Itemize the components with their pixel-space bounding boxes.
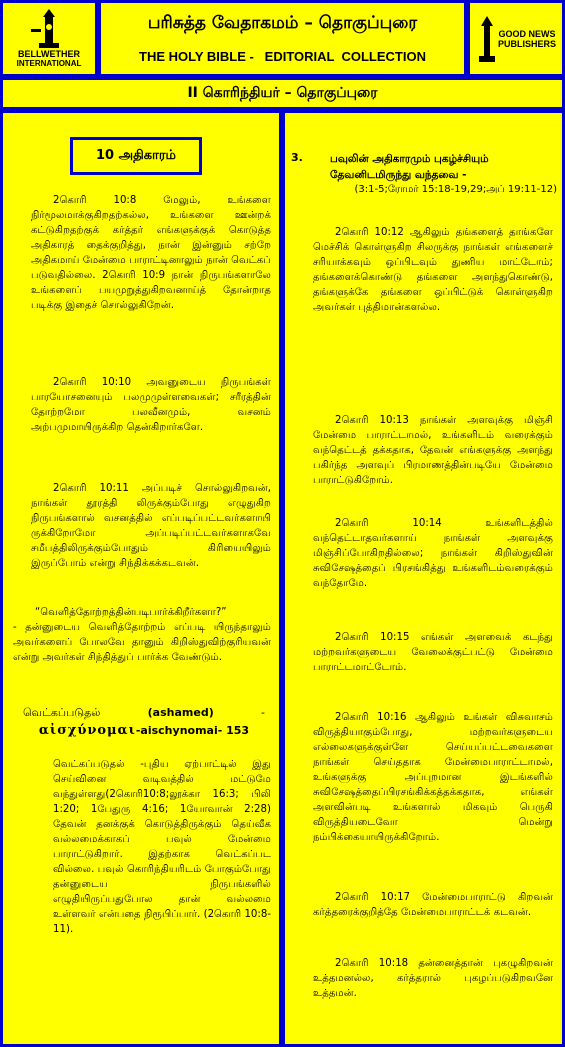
logo-left-line1: BELLWETHER (18, 48, 80, 59)
right-column (282, 110, 565, 1047)
left-paragraph-2 (31, 375, 271, 435)
church-icon (476, 16, 498, 62)
left-paragraph-3 (31, 481, 271, 571)
chapter-heading: 10 அதிகாரம் (70, 137, 202, 175)
paragraph-text: 2கொரி 10:8 மேலும், உங்களை நிர்மூலமாக்குகிறதற்கல்ல, உங்களை ஊன்றக் கட்டுகிறதற்குக் கர்த்தர் எங்களுக்குக் கொடுத்த அதிகாரத் தைக்குறித்து, நான் இன்னும் சற்றே அதிகமாய் மேன்மை பாராட்டினாலும் நான் வெட்கப் படுவதில்லை. 2கொரி 10:9 நான் நிருபங்களாலே உங்களைப் பயமுறுத்துகிறவனாய்த் தோன்றாத படிக்கு இதைச் சொல்லுகிறேன். (31, 195, 271, 311)
logo-bellwether (0, 0, 98, 77)
section-reference: (3:1-5;ரோமர் 15:18-19,29;அப் 19:11-12) (354, 184, 557, 195)
right-paragraph-3 (313, 516, 553, 591)
right-paragraph-5 (313, 710, 553, 845)
paragraph-text: 2கொரி 10:13 நாங்கள் அளவுக்கு மிஞ்சி மேன்மை பாராட்டாமல், உங்களிடம் வரைக்கும் வந்தெட்டத் தக்கதாக, தேவன் எங்களுக்கு அளந்து பகிர்ந்த அளவுப் பிரமாணத்தின்படியே மேன்மை பாராட்டுகிறோம். (313, 415, 553, 486)
section-heading: பவுலின் அதிகாரமும் புகழ்ச்சியும் தேவனிடமிருந்து வந்தவை - (330, 153, 489, 181)
title-english: THE HOLY BIBLE - EDITORIAL COLLECTION (139, 49, 426, 64)
greek-row (23, 723, 265, 738)
paragraph-text: 2கொரி 10:18 தன்னைத்தான் புகழுகிறவன் உத்தமனல்ல, கர்த்தரால் புகழப்படுகிறவனே உத்தமன். (313, 958, 553, 999)
right-paragraph-7 (313, 956, 553, 1001)
header-title (98, 0, 467, 77)
word-tamil: வெட்கப்படுதல் (23, 706, 101, 719)
logo-left-line2: INTERNATIONAL (16, 58, 82, 68)
word-english: (ashamed) (147, 706, 214, 719)
quote-text: “வெளித்தோற்றத்தின்படிபார்க்கிறீர்களா?” (35, 607, 227, 618)
logo-right-line2: PUBLISHERS (497, 38, 556, 49)
bell-tower-icon (29, 9, 69, 49)
paragraph-text: வெட்கப்படுதல் -புதிய ஏற்பாட்டில் இது செய்வினை வடிவத்தில் மட்டுமே வந்துள்ளது(2கொரி10:8;லூக்கா 16:3; பிலி 1:20; 1பேதுரு 4:16; 1யோவான் 2:28) தேவன் தனக்குக் கொடுத்திருக்கும் தெய்வீக வல்லமைக்காகப் பவுல் மேன்மை பாராட்டுகிறார். இதற்காக வெட்கப்பட வில்லை. பவுல் கொரிந்தியரிடம் போகும்போது தன்னுடைய நிருபங்களில் எழுதியிருப்பதுபோல தான் வல்லமை உள்ளவர் என்பதை நிரூபிப்பார். (2கொரி 10:8-11). (53, 759, 271, 935)
section-number: 3. (291, 151, 303, 164)
paragraph-text: 2கொரி 10:10 அவனுடைய நிருபங்கள் பாரயோசனையும் பலமுமுள்ளவைகள்; சரீரத்தின் தோற்றமோ பலவீனமும், வசனம் அற்பமுமாயிருக்கிற தென்கிறார்களே. (31, 377, 271, 433)
paragraph-text: 2கொரி 10:14 உங்களிடத்தில் வந்தெட்டாதவர்களாய் நாங்கள் அளவுக்கு மிஞ்சிப்போகிறதில்லை; நாங்கள் கிறிஸ்துவின் சுவிசேஷத்தைப் பிரசங்கித்து உங்களிடம்வரைக்கும் வந்தோமே. (313, 518, 553, 589)
book-subtitle: II கொரிந்தியர் – தொகுப்புரை (0, 77, 565, 110)
right-paragraph-2 (313, 413, 553, 488)
paragraph-text: 2கொரி 10:11 அப்படிச் சொல்லுகிறவன், நாங்கள் தூரத்தி லிருக்கும்போது எழுதுகிற நிருபங்களால் வசனத்தில் எப்படிப்பட்டவர்களாயி ருக்கிறோமோ அப்படிப்பட்டவர்களாகவே சமீபத்திலிருக்கும்போதும் கிரியையிலும் இருப்போம் என்று சிந்திக்கக்கடவன். (31, 483, 271, 569)
greek-word: αἰσχύνομαι (38, 723, 136, 738)
paragraph-text: 2கொரி 10:15 எங்கள் அளவைக் கடந்து மற்றவர்களுடைய வேலைக்குட்பட்டு மேன்மை பாராட்டமாட்டோம். (313, 632, 553, 673)
word-dash: - (261, 706, 265, 719)
right-paragraph-6 (313, 890, 553, 920)
logo-good-news (467, 0, 565, 77)
left-paragraph-1 (31, 193, 271, 313)
paragraph-text: 2கொரி 10:12 ஆகிலும் தங்களைத் தாங்களே மெச்சிக் கொள்ளுகிற சிலருக்கு நாங்கள் எங்களைச் சரியாக்கவும் ஒப்பிடவும் துணிய மாட்டோம்; தங்களைக்கொண்டு தங்களை அளந்துகொண்டு, தங்களுக்கே தங்களை ஒப்பிட்டுக் கொள்ளுகிற அவர்கள் புத்திமான்களல்ல. (313, 227, 553, 313)
word-study-row (23, 706, 265, 721)
left-paragraph-4 (13, 605, 271, 665)
right-paragraph-4 (313, 630, 553, 675)
paragraph-text: - தன்னுடைய வெளித்தோற்றம் எப்படி யிருந்தாலும் அவர்களைப் போலவே தானும் கிறிஸ்துவிற்குரியவன் என்று அவர்கள் சிந்தித்துப் பார்க்க வேண்டும். (13, 622, 271, 663)
logo-right-line1: GOOD NEWS (498, 28, 556, 39)
greek-transliteration: -aischynomai- 153 (135, 724, 250, 737)
left-column (0, 110, 282, 1047)
left-paragraph-5 (53, 757, 271, 937)
paragraph-text: 2கொரி 10:17 மேன்மைபாராட்டு கிறவன் கர்த்தரைக்குறித்தே மேன்மைபாராட்டக் கடவன். (313, 892, 553, 918)
title-tamil: பரிசுத்த வேதாகமம் – தொகுப்புரை (147, 13, 418, 33)
right-paragraph-1 (313, 225, 553, 315)
paragraph-text: 2கொரி 10:16 ஆகிலும் உங்கள் விசுவாசம் விருத்தியாகும்போது, மற்றவர்களுடைய எல்லைகளுக்குள்ளே செய்யப்பட்டவைகளை நாங்கள் செய்ததாக மேன்மைபாராட்டாமல், உங்களுக்கு அப்புறமான இடங்களில் சுவிசேஷத்தைப்பிரசங்கிக்கத்தக்கதாக, எங்கள் அளவின்படி உங்களால் மிகவும் பெருகி விருத்தியடைவோ மென்று நம்பிக்கையாயிருக்கிறோம். (313, 712, 553, 843)
